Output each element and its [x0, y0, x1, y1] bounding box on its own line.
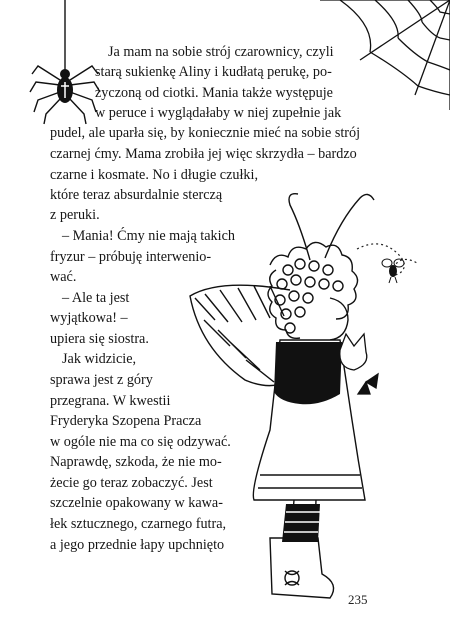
text-line: szczelnie opakowany w kawa-: [50, 495, 223, 511]
text-line: starą sukienkę Aliny i kudłatą perukę, po-: [95, 64, 332, 80]
text-line: pudel, ale uparła się, by koniecznie mieć na sobie strój: [50, 125, 361, 141]
text-line: a jego przednie łapy upchnięto: [50, 537, 225, 553]
text-line: czarne i kosmate. No i długie czułki,: [50, 167, 259, 183]
text-line: Naprawdę, szkoda, że nie mo-: [50, 454, 222, 470]
page-number: 235: [348, 592, 368, 607]
text-line: upiera się siostra.: [50, 331, 149, 347]
text-line: łek sztucznego, czarnego futra,: [50, 516, 227, 532]
text-line: w ogóle nie ma co się odzywać.: [50, 434, 231, 450]
text-line: czarnej ćmy. Mama zrobiła jej więc skrzydła – bardzo: [50, 146, 357, 162]
spider-icon: [30, 0, 100, 130]
text-line: żecie go teraz zobaczyć. Jest: [50, 475, 213, 491]
text-line: wyjątkowa! –: [50, 310, 128, 326]
text-line: sprawa jest z góry: [50, 372, 153, 388]
text-line: przegrana. W kwestii: [50, 393, 171, 409]
text-line: Ja mam na sobie strój czarownicy, czyli: [108, 44, 334, 60]
text-line: z peruki.: [50, 207, 100, 223]
text-line: – Ale ta jest: [62, 290, 130, 306]
text-line: – Mania! Ćmy nie mają takich: [62, 228, 235, 244]
text-line: Jak widzicie,: [62, 351, 137, 367]
text-line: które teraz absurdalnie sterczą: [50, 187, 223, 203]
text-line: w peruce i wyglądałaby w niej zupełnie jak: [95, 105, 342, 121]
text-line: Fryderyka Szopena Pracza: [50, 413, 202, 429]
text-line: życzoną od ciotki. Mania także występuje: [95, 85, 333, 101]
text-line: wać.: [50, 269, 77, 285]
text-line: fryzur – próbuję interwenio-: [50, 249, 212, 265]
